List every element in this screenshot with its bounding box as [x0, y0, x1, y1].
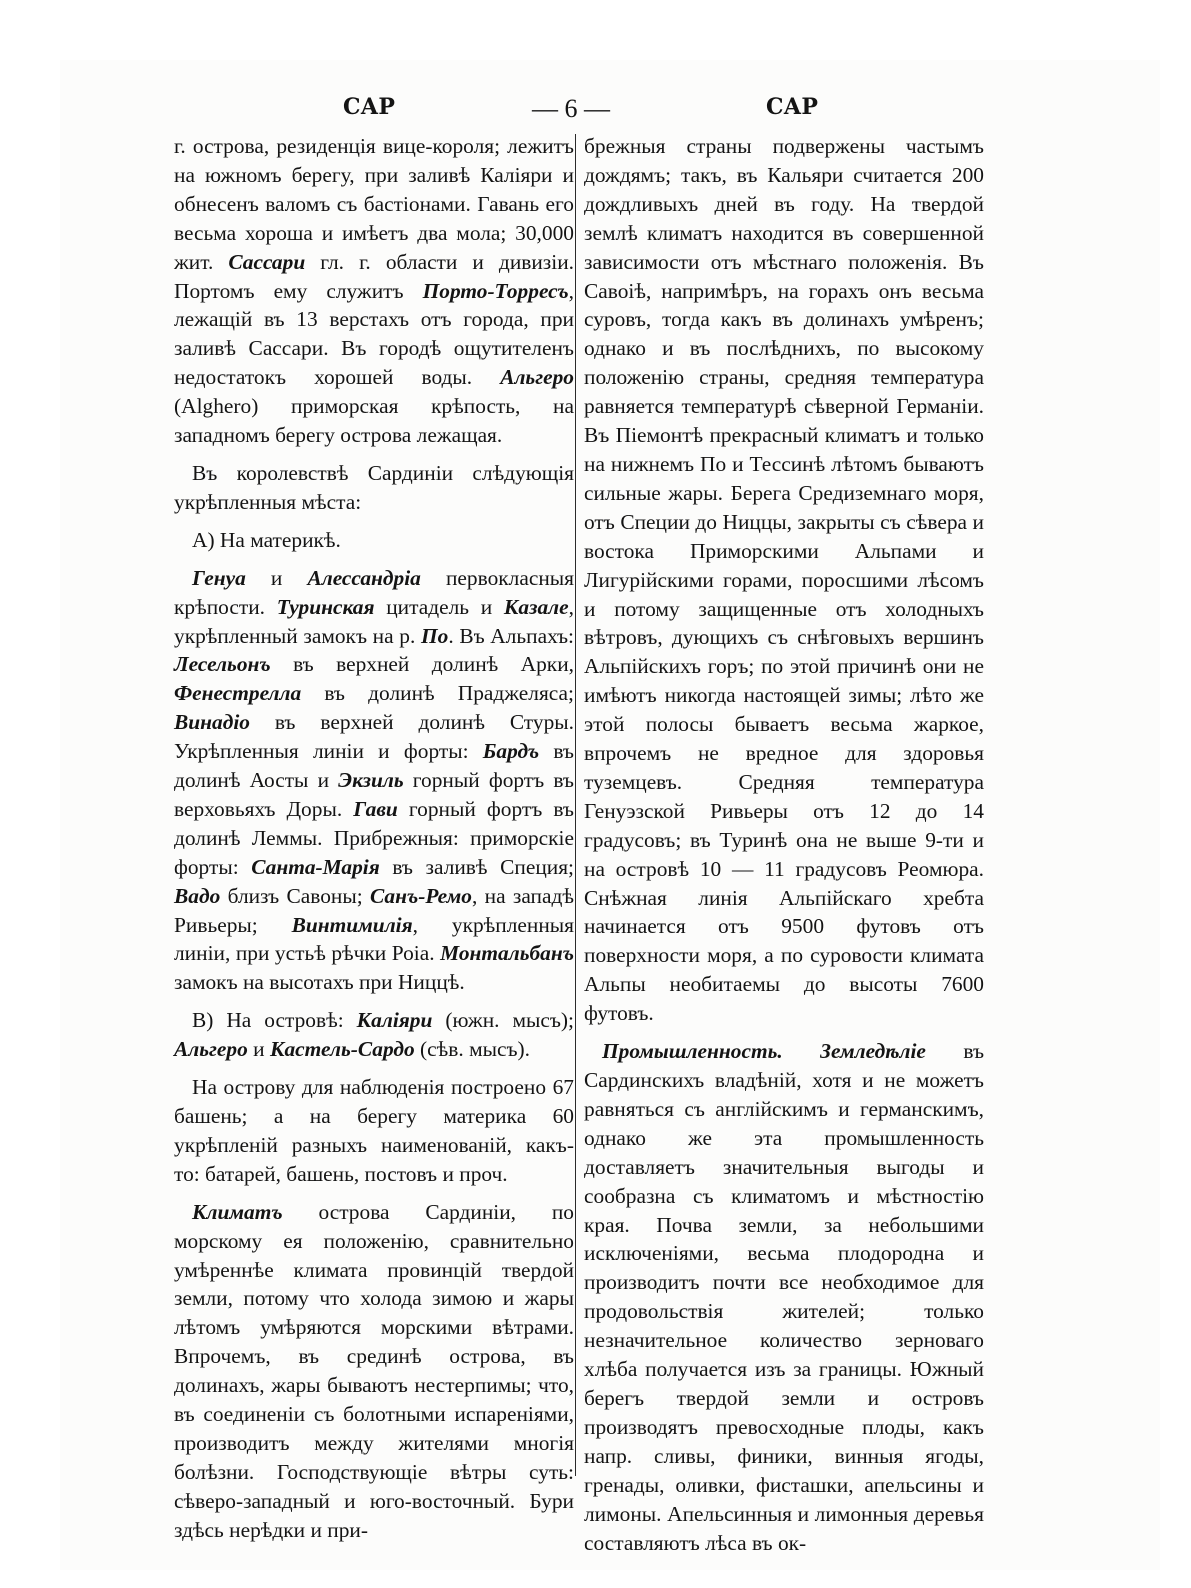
paragraph — [584, 1037, 984, 1557]
text-run: брежныя страны подвержены частымъ дождямъ; такъ, въ Кальяри считается 200 дождливыхъ дней въ году. На твердой землѣ климатъ находится въ совершенной зависимости отъ мѣстнаго положенія. Въ Савоіѣ, напримѣръ, на горахъ онъ весьма суровъ, тогда какъ въ долинахъ умѣренъ; однако и въ послѣднихъ, по высокому положенію страны, средняя температура равняется температурѣ сѣверной Германіи. Въ Піемонтѣ прекрасный климатъ и только на нижнемъ По и Тессинѣ лѣтомъ бываютъ сильные жары. Берега Средиземнаго моря, отъ Специи до Ниццы, закрыты съ сѣвера и востока Приморскими Альпами и Лигурійскими горами, поросшими лѣсомъ и потому защищенные отъ холодныхъ вѣтровъ, дующихъ съ снѣговыхъ вершинъ Альпійскихъ горъ; по этой причинѣ они не имѣютъ никогда настоящей зимы; лѣто же этой полосы бываетъ весьма жаркое, впрочемъ не вредное для здоровья туземцевъ. Средняя температура Генуэзской Ривьеры отъ 12 до 14 градусовъ; въ Туринѣ она не выше 9-ти и на островѣ 10 — 11 градусовъ Реомюра. Снѣжная линія Альпійскаго хребта начинается отъ 9500 футовъ отъ поверхности моря, а по суровости климата Альпы необитаемы до высоты 7600 футовъ. — [584, 134, 984, 1026]
emphasized-term: Гави — [353, 796, 398, 821]
text-run: гл. г. области и дивизіи. Портомъ ему служитъ — [174, 249, 574, 303]
emphasized-term: Альгеро — [500, 365, 574, 390]
emphasized-term: Алессандріа — [307, 565, 421, 590]
text-run: и — [245, 565, 308, 590]
running-head — [160, 94, 1036, 134]
text-run: цитадель и — [374, 594, 504, 619]
paragraph — [174, 526, 574, 555]
page-number: — 6 — — [532, 94, 610, 123]
emphasized-term: Фенестрелла — [174, 681, 302, 706]
paragraph — [174, 132, 574, 450]
text-run: въ верхней долинѣ Стуры. Укрѣпленныя линіи и форты: — [174, 710, 574, 764]
text-run: и — [247, 1037, 270, 1062]
text-run: (южн. мысъ); — [432, 1008, 574, 1033]
text-run: , лежащій въ 13 верстахъ отъ города, при заливѣ Сассари. Въ городѣ ощутителенъ недостатокъ хорошей воды. — [174, 278, 574, 390]
emphasized-term: Санъ-Ремо — [370, 883, 472, 908]
right-text-column — [584, 132, 984, 1566]
text-run: въ долинѣ Аосты и — [174, 739, 574, 793]
text-run: А) На материкѣ. — [192, 527, 341, 552]
emphasized-term: Сассари — [228, 249, 306, 274]
text-run: На острову для наблюденія построено 67 башень; а на берегу материка 60 укрѣпленій разныхъ наименованій, какъ-то: батарей, башень, постовъ и проч. — [174, 1075, 574, 1186]
text-run: острова Сардиніи, по морскому ея положенію, сравнительно умѣреннѣе климата провинцій твердой земли, потому что холода зимою и жары лѣтомъ умѣряются морскими вѣтрами. Впрочемъ, въ срединѣ острова, въ долинахъ, жары бываютъ нестерпимы; что, въ соединеніи съ болотными испареніями, производитъ между жителями многія болѣзни. Господствующіе вѣтры суть: сѣверо-западный и юго-восточный. Бури здѣсь нерѣдки и при- — [174, 1199, 574, 1542]
emphasized-term: Генуа — [192, 565, 246, 590]
text-run: , укрѣпленныя линіи, при устьѣ рѣчки Роіа. — [174, 912, 574, 966]
text-run: , на западѣ Ривьеры; — [174, 883, 574, 937]
emphasized-term: Промышленность. Земледѣліе — [602, 1039, 926, 1064]
emphasized-term: Лесельонъ — [174, 652, 271, 677]
paragraph — [174, 1198, 574, 1545]
text-run: В) На островѣ: — [192, 1008, 357, 1033]
emphasized-term: Винтимилія — [291, 912, 413, 937]
emphasized-term: Каліяри — [356, 1008, 433, 1033]
text-run: близъ Савоны; — [220, 883, 370, 908]
emphasized-term: Винадіо — [174, 710, 250, 735]
text-run: (сѣв. мысъ). — [414, 1037, 531, 1062]
text-run: г. острова, резиденція вице-короля; лежитъ на южномъ берегу, при заливѣ Каліяри и обнесенъ валомъ съ бастіонами. Гавань его весьма хороша и имѣетъ два мола; 30,000 жит. — [174, 134, 574, 274]
emphasized-term: Порто-Торресъ — [422, 278, 569, 303]
emphasized-term: Монтальбанъ — [440, 941, 574, 966]
emphasized-term: Санта-Марія — [251, 854, 380, 879]
text-run: замокъ на высотахъ при Ниццѣ. — [174, 970, 465, 995]
paragraph — [174, 1006, 574, 1064]
paragraph — [174, 459, 574, 517]
emphasized-term: Климатъ — [192, 1199, 283, 1224]
emphasized-term: Кастель-Сардо — [269, 1037, 415, 1062]
header-right-keyword: САР — [766, 94, 818, 120]
emphasized-term: По — [420, 623, 449, 648]
emphasized-term: Казале — [503, 594, 569, 619]
text-run: въ долинѣ Праджеляса; — [301, 681, 574, 706]
paragraph — [174, 564, 574, 998]
text-run: въ верхней долинѣ Арки, — [270, 652, 574, 677]
header-left-keyword: САР — [343, 94, 395, 120]
text-run: (Alghero) приморская крѣпость, на западномъ берегу острова лежащая. — [174, 394, 574, 448]
paragraph — [584, 132, 984, 1028]
emphasized-term: Экзиль — [338, 768, 404, 793]
text-run: горный фортъ въ долинѣ Леммы. Прибрежныя: приморскіе форты: — [174, 796, 574, 879]
text-run: Въ королевствѣ Сардиніи слѣдующія укрѣпленныя мѣста: — [174, 460, 574, 514]
text-run: , укрѣпленный замокъ на р. — [174, 594, 574, 648]
emphasized-term: Туринская — [276, 594, 375, 619]
text-run: . Въ Альпахъ: — [448, 623, 575, 648]
emphasized-term: Вадо — [174, 883, 221, 908]
emphasized-term: Бардъ — [482, 739, 540, 764]
paragraph — [174, 1073, 574, 1189]
emphasized-term: Альгеро — [174, 1037, 248, 1062]
left-text-column — [174, 132, 574, 1554]
column-divider — [575, 134, 576, 1476]
text-run: въ заливѣ Специя; — [379, 854, 575, 879]
text-run: въ Сардинскихъ владѣній, хотя и не можетъ равняться съ англійскимъ и германскимъ, однако же эта промышленность доставляетъ значительныя выгоды и сообразна съ климатомъ и мѣстностію края. Почва земли, за небольшими исключеніями, весьма плодородна и производитъ почти все необходимое для продовольствія жителей; только незначительное количество зерноваго хлѣба получается изъ за границы. Южный берегъ твердой земли и островъ производятъ превосходные плоды, какъ напр. сливы, финики, винныя ягоды, гренады, оливки, фисташки, апельсины и лимоны. Апельсинныя и лимонныя деревья составляютъ лѣса въ ок- — [584, 1039, 984, 1555]
text-run: горный фортъ въ верховьяхъ Доры. — [174, 768, 574, 821]
text-run: первокласныя крѣпости. — [174, 565, 574, 619]
